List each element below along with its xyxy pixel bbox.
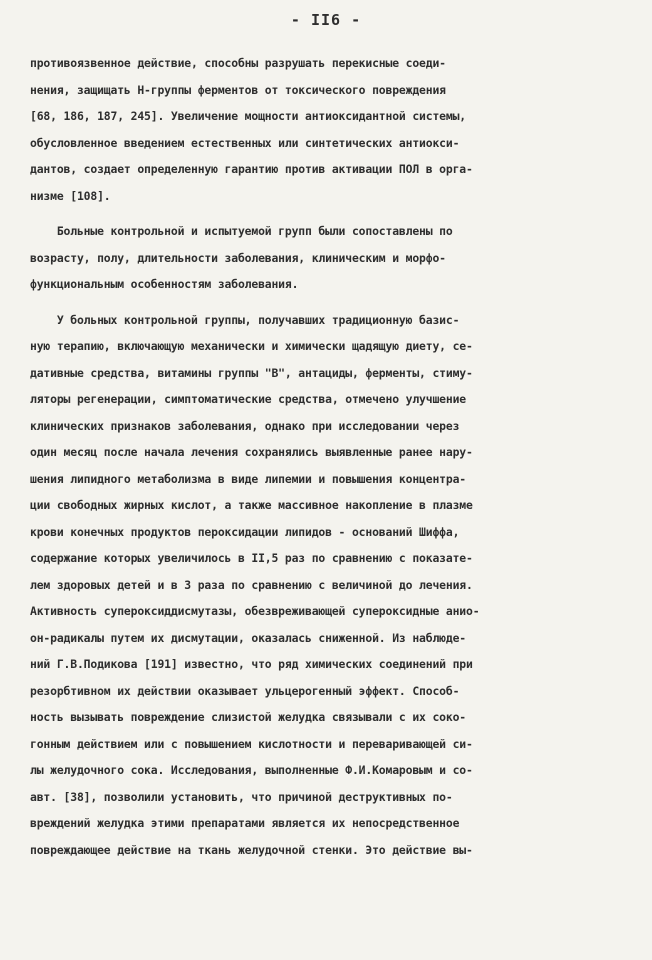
text-line: Больные контрольной и испытуемой групп были сопоставлены по (30, 224, 453, 238)
text-line: лем здоровых детей и в 3 раза по сравнению с величиной до лечения. (30, 577, 473, 592)
text-line: [68, 186, 187, 245]. Увеличение мощности антиоксидантной системы, (30, 109, 467, 123)
text-line: резорбтивном их действии оказывает ульцерогенный эффект. Способ- (30, 683, 460, 698)
paragraph-2 (30, 218, 626, 298)
text-line: клинических признаков заболевания, однако при исследовании через (30, 418, 460, 433)
text-line: один месяц после начала лечения сохранялись выявленные ранее нару- (30, 445, 473, 459)
text-line: ность вызывать повреждение слизистой желудка связывали с их соко- (30, 710, 467, 724)
text-line: обусловленное введением естественных или синтетических антиокси- (30, 135, 460, 150)
text-line: ляторы регенерации, симптоматические средства, отмечено улучшение (30, 392, 467, 406)
text-line: функциональным особенностям заболевания. (30, 277, 299, 291)
text-line: он-радикалы путем их дисмутации, оказалась сниженной. Из наблюде- (30, 630, 467, 645)
text-line: ции свободных жирных кислот, а также массивное накопление в плазме (30, 498, 473, 512)
text-line: дативные средства, витамины группы "В", антациды, ферменты, стиму- (30, 365, 473, 380)
text-line: нения, защищать Н-группы ферментов от токсического повреждения (30, 82, 446, 97)
paragraph-1 (30, 50, 626, 209)
text-line: низме [108]. (30, 188, 111, 203)
text-line: лы желудочного сока. Исследования, выполненные Ф.И.Комаровым и со- (30, 763, 473, 777)
text-line: шения липидного метаболизма в виде липемии и повышения концентра- (30, 471, 467, 486)
text-line: крови конечных продуктов пероксидации липидов - оснований Шиффа, (30, 524, 460, 539)
text-line: У больных контрольной группы, получавших традиционную базис- (30, 312, 460, 327)
text-line: ний Г.В.Подикова [191] известно, что ряд химических соединений при (30, 657, 473, 671)
paragraph-3 (30, 307, 626, 864)
text-line: содержание которых увеличилось в II,5 раз по сравнению с показате- (30, 551, 473, 565)
text-line: авт. [38], позволили установить, что причиной деструктивных по- (30, 789, 453, 804)
text-line: повреждающее действие на ткань желудочной стенки. Это действие вы- (30, 842, 473, 857)
body-text (30, 50, 626, 863)
text-line: противоязвенное действие, способны разрушать перекисные соеди- (30, 56, 446, 70)
text-line: вреждений желудка этими препаратами является их непосредственное (30, 816, 460, 830)
text-line: дантов, создает определенную гарантию против активации ПОЛ в орга- (30, 162, 473, 176)
text-line: возрасту, полу, длительности заболевания, клиническим и морфо- (30, 250, 446, 265)
text-line: ную терапию, включающую механически и химически щадящую диету, се- (30, 339, 473, 353)
text-line: Активность супероксиддисмутазы, обезвреживающей супероксидные анио- (30, 604, 480, 618)
text-line: гонным действием или с повышением кислотности и переваривающей си- (30, 736, 473, 751)
page-number: - II6 - (290, 11, 362, 29)
